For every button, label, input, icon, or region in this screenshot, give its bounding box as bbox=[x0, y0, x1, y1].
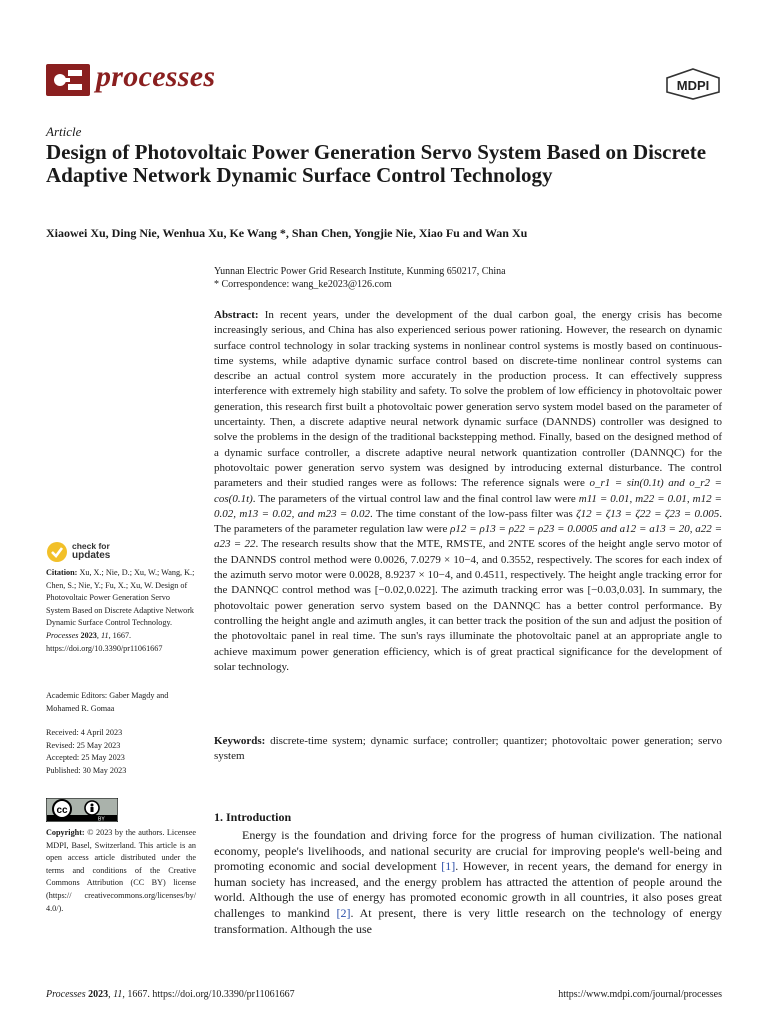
citation-label: Citation: bbox=[46, 568, 78, 577]
article-type: Article bbox=[46, 124, 82, 139]
abstract-text-1: In recent years, under the development of the dual carbon goal, the energy crisis has become increasingly serious, and China has also experienced serious power rationing. However, the research on dynamic surface control technology in solar tracking systems in nonlinear control systems is mostly based on continuous-time systems, while adaptive dynamic surface control based on discrete-time nonlinear control systems can describe an actual control system more accurately in the production process. It can effectively suppress interference with extremely high stability and safety. To solve the problem of low efficiency in photovoltaic power generation, this research first built a photovoltaic power generation servo system model based on the parameter of uncertainty. Then, a discrete adaptive neural network dynamic surface (DANNDS) controller was designed to solve the problems in the design of the traditional backstepping method. Finally, based on the designed method of a dynamic surface controller, a discrete adaptive neural network quantization controller (DANNQC) for the photovoltaic power generation servo system was designed by introducing external disturbance. The control parameters and their studied ranges were as follows: The reference signals were bbox=[214, 309, 722, 490]
mdpi-logo-icon bbox=[664, 68, 722, 100]
footer-volume: 11 bbox=[113, 989, 123, 1000]
abstract-math-filter: ζ12 = ζ13 = ζ22 = ζ23 = 0.005 bbox=[576, 507, 720, 520]
svg-text:BY: BY bbox=[98, 816, 105, 822]
section-heading-introduction: 1. Introduction bbox=[214, 810, 292, 824]
date-published: Published: 30 May 2023 bbox=[46, 765, 127, 775]
keywords-text: discrete-time system; dynamic surface; controller; quantizer; photovoltaic power generation; servo system bbox=[214, 735, 723, 763]
citation-text: Xu, X.; Nie, D.; Xu, W.; Wang, K.; Chen, S.; Nie, Y.; Fu, X.; Xu, W. Design of Photovoltaic Power Generation Servo System Based on Discrete Adaptive Network Dynamic Surface Control Technology. bbox=[46, 568, 195, 628]
intro-text-2: . However, in recent years, the demand for energy in human society has increased, and the energy problem has attracted the attention of people around the world. Although the use of energy has promoted economic growth in all countries, it also poses great challenges to mankind bbox=[214, 859, 722, 920]
date-accepted: Accepted: 25 May 2023 bbox=[46, 753, 125, 763]
check-for-updates-label: check for updates bbox=[72, 541, 111, 561]
citation-year: 2023 bbox=[80, 630, 97, 640]
footer-journal: Processes bbox=[46, 989, 86, 1000]
academic-editors: Academic Editors: Gaber Magdy and Mohamed R. Gomaa bbox=[46, 691, 169, 713]
publisher-name: MDPI bbox=[676, 78, 710, 93]
citation-volume: 11 bbox=[100, 630, 109, 640]
abstract-math-law: m11 = 0.01, m22 = 0.01, m12 = 0.02, m13 = 0.02, and m23 = 0.02 bbox=[214, 492, 722, 520]
abstract-label: Abstract: bbox=[214, 309, 259, 321]
intro-text-1: Energy is the foundation and driving force for the progress of human civilization. The national economy, people's livelihoods, and national security are crucial for improving people's well-being and promoting economic and social development bbox=[214, 828, 722, 874]
keywords bbox=[214, 734, 722, 765]
affiliation bbox=[214, 265, 506, 291]
abstract-text-5: . The research results show that the MTE, RMSTE, and 2NTE scores of the height angle servo motor of the DANNDS control method were 0.0026, 7.0279 × 10−4, and 0.3552, respectively. The scores for each index of the azimuth servo motor were 0.0028, 8.9237 × 10−4, and 0.4511, respectively. The height angle tracking error for the DANNQC control method was [−0.02,0.022]. The azimuth tracking error was [−0.03,0.03]. In summary, the photovoltaic power generation servo system based on the DANNQC has a better control performance. By controlling the height angle and azimuth angles, it can better track the position of the sun and adjust the position of the photovoltaic panel in real time. The sun's rays illuminate the photovoltaic panel at an appropriate angle to achieve maximum power generation efficiency, which is of great practical significance for the development of solar technology. bbox=[214, 538, 722, 673]
journal-logo-icon bbox=[46, 62, 90, 98]
journal-name: processes bbox=[96, 60, 216, 93]
abstract-text-2: . The parameters of the virtual control law and the final control law were bbox=[252, 492, 579, 505]
citation-journal: Processes bbox=[46, 630, 79, 640]
svg-text:cc: cc bbox=[56, 805, 68, 816]
reference-link-2[interactable]: [2] bbox=[336, 905, 351, 920]
reference-link-1[interactable]: [1] bbox=[441, 859, 456, 874]
article-title: Design of Photovoltaic Power Generation Servo System Based on Discrete Adaptive Network Dynamic Surface Control Technology bbox=[46, 140, 707, 187]
publication-dates bbox=[46, 727, 196, 777]
check-for-updates-button[interactable] bbox=[46, 541, 176, 565]
journal-url-link[interactable]: https://www.mdpi.com/journal/processes bbox=[558, 989, 722, 1000]
abstract bbox=[214, 308, 722, 675]
footer-year: 2023 bbox=[88, 989, 109, 1000]
abstract-text-4: . The parameters of the parameter regulation law were bbox=[214, 507, 722, 536]
keywords-label: Keywords: bbox=[214, 735, 266, 747]
intro-text-3: . At present, there is very little research on the technology of energy transformation. Although the use bbox=[214, 905, 722, 936]
introduction-body bbox=[214, 828, 722, 937]
citation: Citation: Xu, X.; Nie, D.; Xu, W.; Wang, K.; Chen, S.; Nie, Y.; Fu, X.; Xu, W. Design of Photovoltaic Power Generation Servo System Based on Discrete Adaptive Network Dynamic Surface Control Technology. Processes 2023, 11, 1667. https://doi.org/10.3390/pr11061667 bbox=[46, 568, 195, 653]
abstract-math-reference: o_r1 = sin(0.1t) and o_r2 = cos(0.1t) bbox=[214, 477, 722, 505]
footer-doi: , 1667. https://doi.org/10.3390/pr11061667 bbox=[122, 989, 295, 1000]
copyright-text: © 2023 by the authors. Licensee MDPI, Basel, Switzerland. This article is an open access article distributed under the terms and conditions of the Creative Commons Attribution (CC BY) license (https:// creativecommons.org/licenses/by/ 4.0/). bbox=[46, 828, 197, 913]
footer-citation: Processes 2023, 11, 1667. https://doi.org/10.3390/pr11061667 bbox=[46, 989, 295, 1000]
abstract-math-regulation: ρ12 = ρ13 = ρ22 = ρ23 = 0.0005 and a12 = a13 = 20, a22 = a23 = 22 bbox=[214, 523, 722, 551]
copyright-notice bbox=[46, 827, 196, 915]
citation-pages: , 1667. https://doi.org/10.3390/pr11061667 bbox=[46, 630, 163, 653]
affiliation-institution: Yunnan Electric Power Grid Research Institute, Kunming 650217, China bbox=[214, 266, 506, 277]
check-for-updates-icon bbox=[46, 541, 68, 563]
abstract-text-3: . The time constant of the low-pass filter was bbox=[369, 507, 577, 520]
date-revised: Revised: 25 May 2023 bbox=[46, 740, 121, 750]
author-list: Xiaowei Xu, Ding Nie, Wenhua Xu, Ke Wang *, Shan Chen, Yongjie Nie, Xiao Fu and Wan Xu bbox=[46, 226, 528, 240]
correspondence: * Correspondence: wang_ke2023@126.com bbox=[214, 279, 392, 290]
date-received: Received: 4 April 2023 bbox=[46, 728, 123, 737]
copyright-label: Copyright: bbox=[46, 828, 85, 837]
cc-by-license-icon[interactable] bbox=[46, 798, 118, 822]
